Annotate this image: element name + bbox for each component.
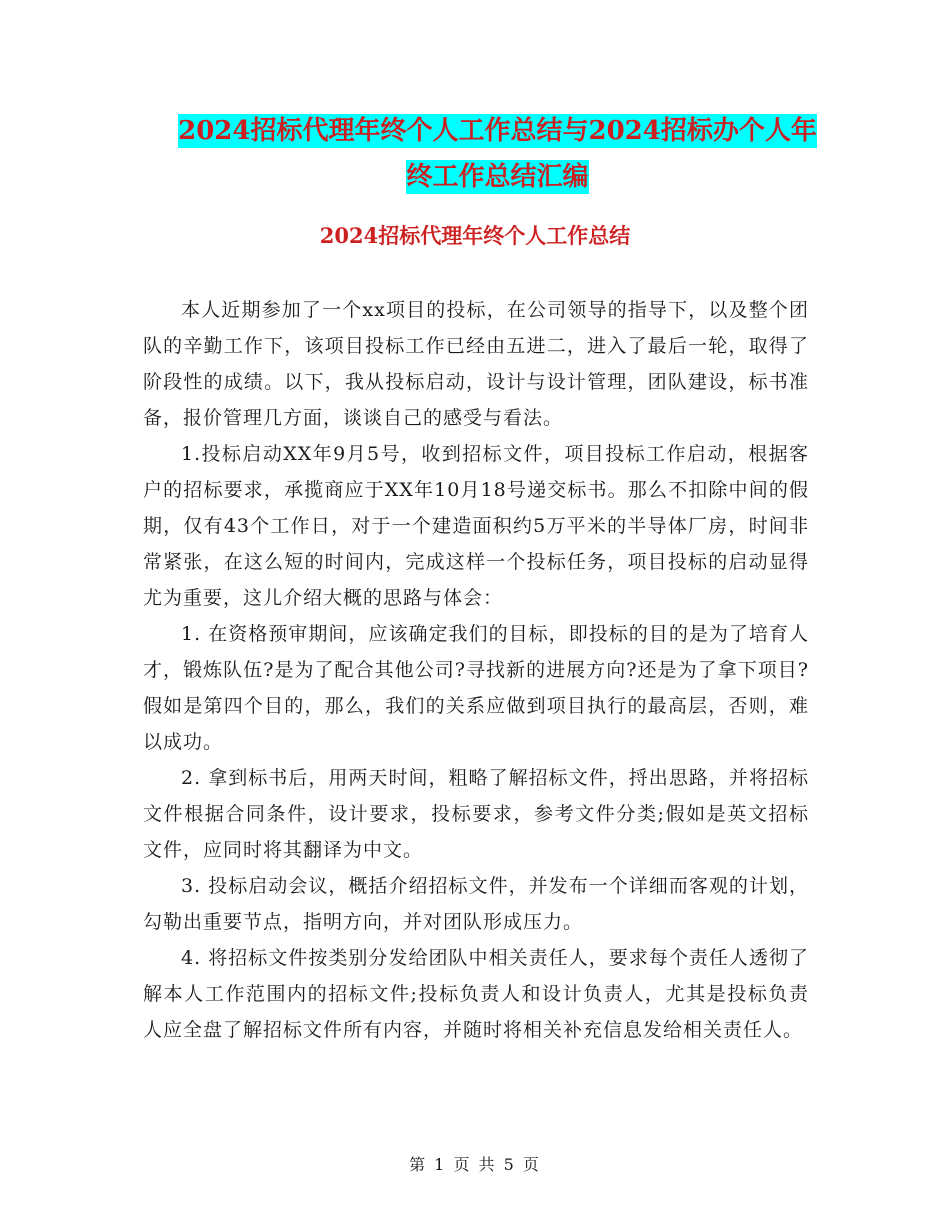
document-title-line-1: 2024招标代理年终个人工作总结与2024招标办个人年 [178,116,817,146]
document-body [143,292,809,1048]
document-title-line-2: 终工作总结汇编 [406,162,589,192]
paragraph-item-1: 1. 在资格预审期间，应该确定我们的目标，即投标的目的是为了培育人才，锻炼队伍?是为了配合其他公司?寻找新的进展方向?还是为了拿下项目?假如是第四个目的，那么，我们的关系应做到项目执行的最高层，否则，难以成功。 [143,623,809,753]
paragraph-bid-start: 1.投标启动XX年9月5号，收到招标文件，项目投标工作启动，根据客户的招标要求，承揽商应于XX年10月18号递交标书。那么不扣除中间的假期，仅有43个工作日，对于一个建造面积约5万平米的半导体厂房，时间非常紧张，在这么短的时间内，完成这样一个投标任务，项目投标的启动显得尤为重要，这儿介绍大概的思路与体会： [143,443,809,609]
paragraph-item-4: 4. 将招标文件按类别分发给团队中相关责任人，要求每个责任人透彻了解本人工作范围内的招标文件;投标负责人和设计负责人，尤其是投标负责人应全盘了解招标文件所有内容，并随时将相关补充信息发给相关责任人。 [143,947,809,1041]
paragraph-item-2: 2. 拿到标书后，用两天时间，粗略了解招标文件，捋出思路，并将招标文件根据合同条件，设计要求，投标要求，参考文件分类;假如是英文招标文件，应同时将其翻译为中文。 [143,767,809,861]
paragraph-item-3: 3. 投标启动会议，概括介绍招标文件，并发布一个详细而客观的计划，勾勒出重要节点，指明方向，并对团队形成压力。 [143,875,809,933]
section-title: 2024招标代理年终个人工作总结 [319,223,631,248]
document-title [140,108,855,200]
page-footer: 第 1 页 共 5 页 [409,1155,541,1174]
paragraph-intro: 本人近期参加了一个xx项目的投标，在公司领导的指导下，以及整个团队的辛勤工作下，该项目投标工作已经由五进二，进入了最后一轮，取得了阶段性的成绩。以下，我从投标启动，设计与设计管理，团队建设，标书准备，报价管理几方面，谈谈自己的感受与看法。 [143,299,809,429]
